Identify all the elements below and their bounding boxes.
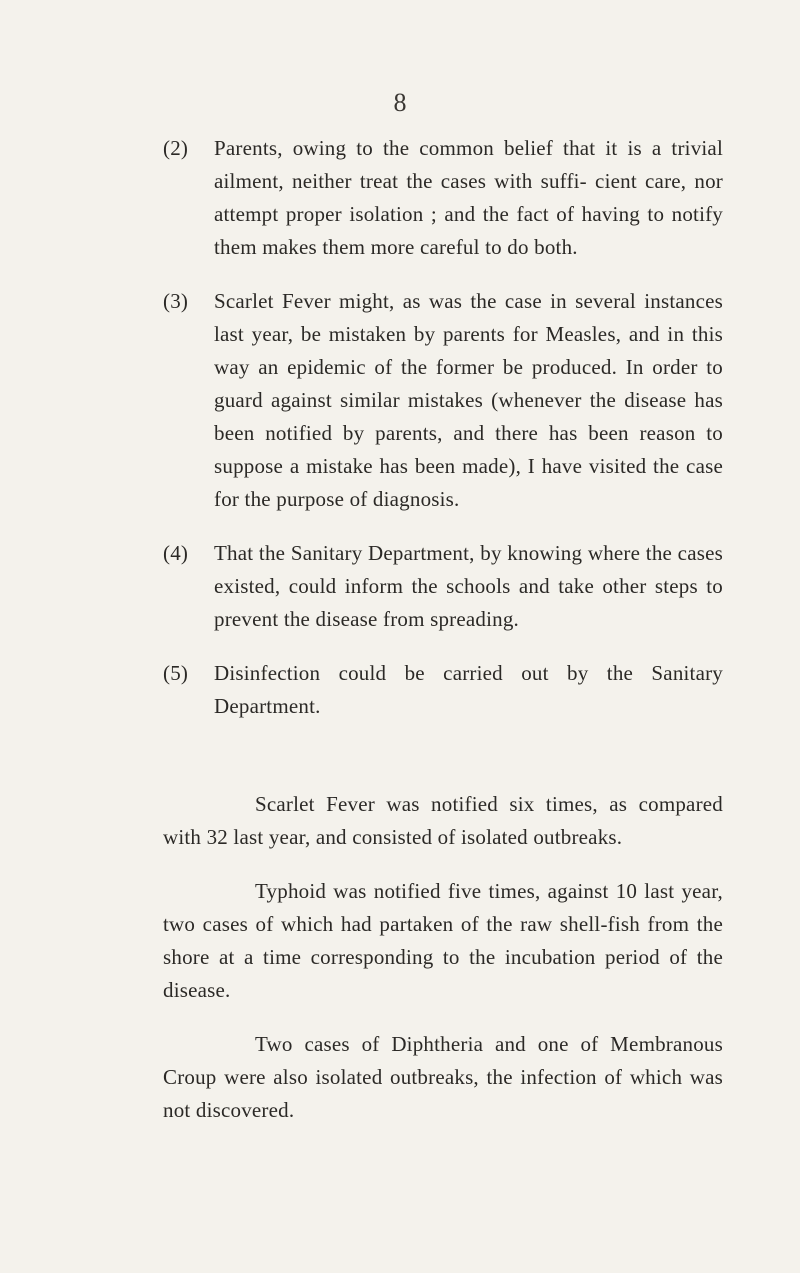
list-item-number: (5) (163, 661, 189, 685)
list-item-number: (2) (163, 136, 189, 160)
list-item-text: Parents, owing to the common belief that it is a trivial ailment, neither treat the cases with suffi- cient care, nor attempt proper isolation ; and the fact of having to notify them makes them more careful to do both. (214, 136, 723, 259)
list-item (163, 132, 723, 264)
page-number: 8 (393, 88, 407, 117)
paragraph-scarlet-fever: Scarlet Fever was notified six times, as compared with 32 last year, and consisted of isolated outbreaks. (163, 792, 723, 849)
list-item-number: (4) (163, 541, 189, 565)
list-item (163, 537, 723, 636)
numbered-list (163, 132, 723, 744)
list-item-text: Scarlet Fever might, as was the case in several instances last year, be mistaken by parents for Measles, and in this way an epidemic of the former be produced. In order to guard against similar mistakes (whenever the disease has been notified by parents, and there has been reason to suppose a mistake has been made), I have visited the case for the purpose of diagnosis. (214, 289, 723, 511)
list-item (163, 657, 723, 723)
list-item (163, 285, 723, 516)
paragraph-typhoid: Typhoid was notified five times, against 10 last year, two cases of which had partaken of the raw shell-fish from the shore at a time corresponding to the incubation period of the disease. (163, 879, 723, 1002)
list-item-text: That the Sanitary Department, by knowing where the cases existed, could inform the schools and take other steps to prevent the disease from spreading. (214, 541, 723, 631)
body-paragraphs (163, 788, 723, 1148)
list-item-number: (3) (163, 289, 189, 313)
paragraph-diphtheria: Two cases of Diphtheria and one of Membranous Croup were also isolated outbreaks, the infection of which was not discovered. (163, 1032, 723, 1122)
list-item-text: Disinfection could be carried out by the Sanitary Department. (214, 661, 723, 718)
